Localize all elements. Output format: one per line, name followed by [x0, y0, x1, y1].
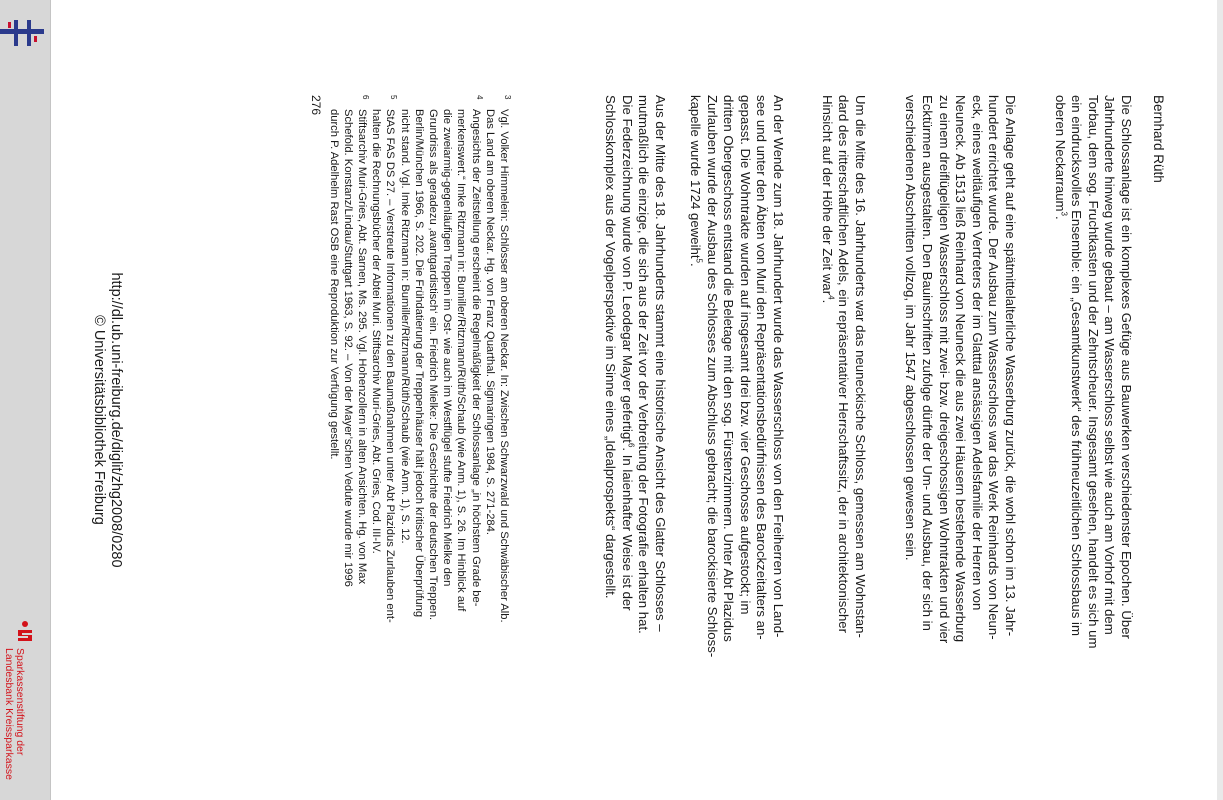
- footnote: [483, 95, 511, 695]
- footnote-ref[interactable]: 6: [626, 442, 635, 448]
- text-line: verschiedenen Abschnitten vollzog, im Jahr 1547 abgeschlossen gewesen sein.: [903, 95, 919, 561]
- text-line: Die Schlossanlage ist ein komplexes Gefüge aus Bauwerken verschiedenster Epochen. Über: [1119, 95, 1134, 639]
- text-line-last: [818, 95, 835, 695]
- page-number: 276: [309, 95, 323, 116]
- footnote-line: StAS FAS DS 27. – Verstreute Informationen zu den Baumaßnahmen unter Abt Plazidus Zurlauben ent-: [384, 109, 397, 623]
- footnote-ref[interactable]: 3: [1059, 211, 1068, 216]
- text-line: Ecktürmen ausgestalten. Den Bauinschriften zufolge dürfte der Um- und Ausbau, der sich in: [920, 95, 936, 631]
- paragraph: [902, 95, 1018, 695]
- ub-freiburg-logo-icon[interactable]: [0, 18, 44, 48]
- punct: .: [688, 262, 704, 267]
- footnote-number: 4: [474, 95, 484, 100]
- text-line: Schlosskomplex aus der Vogelperspektive im Sinne eines „Idealprospekts“ dargestellt.: [603, 95, 619, 599]
- footnote: [327, 95, 370, 695]
- permalink-url[interactable]: http://dl.ub.uni-freiburg.de/diglit/zhg2008/0280: [108, 272, 124, 568]
- text-line: dard des ritterschaftlichen Adels, ein repräsentativer Herrschaftssitz, der in architektonischer: [836, 95, 852, 634]
- text-line: eck, eines weitläufigen Vertreters der im Glatttal ansässigen Adelsfamilie der Herren von: [969, 95, 985, 611]
- footnote: [398, 95, 483, 695]
- text-line: ein eindrucksvolles Ensemble: ein „Gesamtkunstwerk“ des frühneuzeitlichen Schlossbaus im: [1069, 95, 1085, 636]
- text-line: zu einem dreiflügeligen Wasserschloss mit zwei- bzw. dreigeschossigen Wohntrakten und vier: [936, 95, 952, 644]
- text-line: An der Wende zum 18. Jahrhundert wurde das Wasserschloss von den Freiherren von Land-: [771, 95, 786, 638]
- text-line: Um die Mitte des 16. Jahrhunderts war das neuneckische Schloss, gemessen am Wohnstan-: [853, 95, 868, 638]
- footnote-line: Das Land am oberen Neckar. Hg. von Franz Quarthal. Sigmaringen 1984, S. 271-284.: [483, 109, 496, 535]
- text-line: mutmaßlich die einzige, die sich aus der Zeit vor der Verbreitung der Fotografie erhalten hat.: [636, 95, 652, 634]
- text-line: oberen Neckarraum: [1052, 95, 1068, 212]
- footnote-line: Grundriss als geradezu ‚avantgardistisch‘ ein. Friedrich Mielke: Die Geschichte der deutschen Treppen.: [427, 109, 440, 621]
- footnote-line: merkenswert.“ Imke Ritzmann in: Bumiller/Ritzmann/Rüth/Schaub (wie Anm. 1), S. 26. Im Hinblick auf: [455, 109, 468, 612]
- sparkasse-logo-icon[interactable]: [14, 620, 36, 642]
- text-line: dritten Obergeschoss entstand die Beletage mit den sog. Fürstenzimmern. Unter Abt Plazidus: [721, 95, 737, 642]
- text-line: Aus der Mitte des 18. Jahrhunderts stammt eine historische Ansicht des Glatter Schlosses –: [653, 95, 668, 632]
- paragraph: [818, 95, 868, 695]
- rotated-page-content: [86, 95, 1166, 695]
- text-line: Torbau, dem sog. Fruchtkasten und der Zehntscheuer. Insgesamt gesehen, handelt es sich um: [1085, 95, 1101, 649]
- footnote-ref[interactable]: 4: [826, 295, 835, 300]
- text-line: gepasst. Die Wohntrakte wurden auf insgesamt drei bzw. vier Geschosse aufgestockt; im: [737, 95, 753, 615]
- footnote-line: Schefold. Konstanz/Lindau/Stuttgart 1963, S. 92. – Von der Mayer’schen Vedute wurde mir 1996: [341, 109, 354, 587]
- footnote-ref[interactable]: 5: [694, 258, 704, 263]
- footnote-line: halten die Rechnungsbücher der Abtei Muri. Stiftsarchiv Muri-Gries, Abt. Gries, Cod. III-IV.: [370, 109, 383, 554]
- paragraph: [1051, 95, 1134, 695]
- text-line: hundert errichtet wurde. Der Ausbau zum Wasserschloss war das Werk Reinhards von Neun-: [986, 95, 1002, 640]
- copyright-notice: © Universitätsbibliothek Freiburg: [91, 315, 107, 525]
- footnote-number: 3: [503, 95, 512, 100]
- footnote: [369, 95, 397, 695]
- text-line: Neuneck. Ab 1513 ließ Reinhard von Neuneck die aus zwei Häusern bestehende Wasserburg: [953, 95, 969, 643]
- text-line: Hinsicht auf der Höhe der Zeit war: [819, 95, 835, 296]
- text-line-with-note: [618, 95, 635, 695]
- text-line-tail: . In laienhafter Weise ist der: [619, 447, 635, 611]
- sponsor-line: Sparkassenstiftung der: [14, 648, 26, 756]
- text-line: kapelle wurde 1724 geweiht: [688, 95, 704, 259]
- paragraph: [686, 95, 786, 695]
- running-head: Bernhard Rüth: [1151, 95, 1166, 183]
- document-page: [51, 0, 1217, 800]
- text-line: Jahrhunderte hinweg wurde gebaut – am Wasserschloss selbst wie auch am Vorhof mit dem: [1102, 95, 1118, 635]
- text-line: Die Anlage geht auf eine spätmittelalterliche Wasserburg zurück, die wohl schon im 13. Jahr-: [1003, 95, 1018, 637]
- footnote-line: Stiftsarchiv Muri-Gries, Abt. Sarnen, Ms. 295. Vgl. Hohenzollern in alten Ansichten. Hg. von Max: [356, 109, 369, 585]
- text-line: Zurlauben wurde der Ausbau des Schlosses zum Abschluss gebracht; die barockisierte Schloss-: [704, 95, 720, 658]
- footnote-line: Angesichts der Zeitstellung erscheint die Regelmäßigkeit der Schlossanlage „in höchstem Grade be-: [469, 109, 482, 607]
- sponsor-line: Landesbank Kreissparkasse: [3, 648, 15, 780]
- footnote-line: nicht stand. Vgl. Imke Ritzmann in: Bumiller/Ritzmann/Rüth/Schaub (wie Anm. 1), S. 12.: [398, 109, 411, 544]
- text-line-last: [686, 95, 703, 695]
- footnote-line: durch P. Adelhelm Rast OSB eine Reproduktion zur Verfügung gestellt.: [327, 109, 340, 460]
- footnotes: [327, 95, 511, 695]
- viewer-right-edge: [1217, 0, 1223, 800]
- paragraph: [602, 95, 668, 695]
- footnote-line: Vgl. Volker Himmelein: Schlösser am oberen Neckar. In: Zwischen Schwarzwald und Schwäbischer Alb.: [498, 109, 510, 623]
- footnote-number: 6: [361, 95, 371, 100]
- punct: .: [819, 299, 835, 304]
- footnote-line: die zweiarmig-gegenläufigen Treppen im Ost- wie auch im Westflügel stufte Friedrich Mielke den: [441, 109, 454, 587]
- footnote-line: Berlin/München 1966, S. 202. Die Frühdatierung der Treppenhäuser hält jedoch kritischer Überprüfung: [412, 109, 425, 618]
- text-line-last: oberen Neckarraum$^3$.: [1052, 95, 1068, 220]
- text-line: Die Federzeichnung wurde von P. Leodegar Mayer gefertigt: [619, 95, 635, 443]
- footnote-number: 5: [389, 95, 399, 100]
- viewer-sidebar: [0, 0, 51, 800]
- text-line: see und unter den Äbten von Muri den Repräsentationsbedürfnissen des Barockzeitalters an-: [754, 95, 770, 640]
